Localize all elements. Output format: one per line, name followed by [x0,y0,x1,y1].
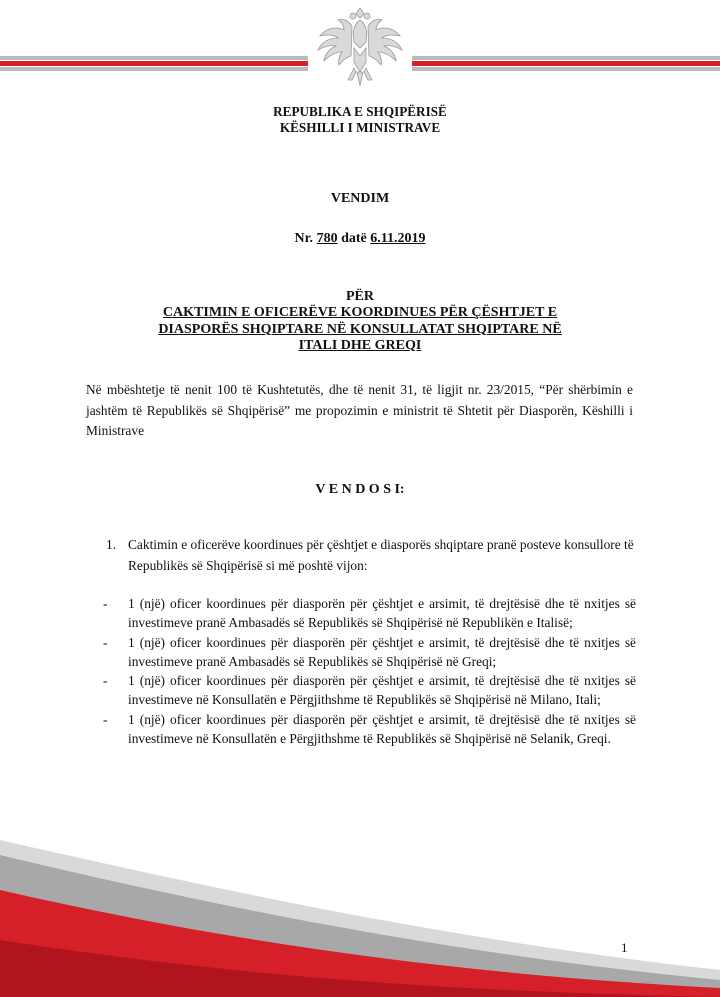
list-item [103,671,636,710]
list-item [103,594,636,633]
point-text: Caktimin e oficerëve koordinues për çështjet e diasporës shqiptare pranë posteve konsullore të Republikës së Shqipërisë si më poshtë vijon: [128,537,634,573]
subject-per: PËR [346,289,374,304]
list-item-text: 1 (një) oficer koordinues për diasporën për çështjet e arsimit, të drejtësisë dhe të nxitjes së investimeve në Konsullatën e Përgjithshme të Republikës së Shqipërisë në Milano, Itali; [128,673,636,708]
page-number: 1 [621,940,628,955]
decision-number: 780 [316,231,338,246]
dash-bullet: - [103,711,108,727]
bullet-list [103,594,636,748]
list-item [103,633,636,672]
decision-title [0,305,720,355]
nr-prefix: Nr. [294,231,314,246]
numbered-point [106,535,636,576]
title-line: CAKTIMIN E OFICERËVE KOORDINUES PËR ÇËSHTJET E [162,305,558,320]
double-headed-eagle-icon [308,2,412,94]
list-item-text: 1 (një) oficer koordinues për diasporën për çështjet e arsimit, të drejtësisë dhe të nxitjes së investimeve pranë Ambasadës së Republikës së Shqipërisë në Greqi; [128,634,636,669]
list-item [103,710,636,749]
preamble-paragraph: Në mbështetje të nenit 100 të Kushtetutës, dhe të nenit 31, të ligjit nr. 23/2015, “Për shërbimin e jashtëm të Republikës së Shqipërisë” me propozimin e ministrit të Shtetit për Diasporën, Këshilli i Ministrave [86,382,633,439]
point-number: 1. [106,537,117,552]
list-item-text: 1 (një) oficer koordinues për diasporën për çështjet e arsimit, të drejtësisë dhe të nxitjes së investimeve pranë Ambasadës së Republikës së Shqipërisë në Republikën e Italisë; [128,596,636,631]
issuer-block [0,104,720,136]
decides-heading: V E N D O S I: [315,482,405,497]
title-line: ITALI DHE GREQI [298,338,422,353]
footer-swoosh [0,820,720,997]
republic-name: REPUBLIKA E SHQIPËRISË [273,104,447,119]
decision-number-line [0,231,720,247]
dash-bullet: - [103,596,108,611]
date-label: datë [341,231,367,246]
dash-bullet: - [103,634,108,650]
title-line: DIASPORËS SHQIPTARE NË KONSULLATAT SHQIPTARE NË [158,321,562,337]
list-item-text: 1 (një) oficer koordinues për diasporën për çështjet e arsimit, të drejtësisë dhe të nxitjes së investimeve në Konsullatën e Përgjithshme të Republikës së Shqipërisë në Selanik, Greqi. [128,711,636,747]
decision-date: 6.11.2019 [370,231,426,246]
dash-bullet: - [103,673,108,689]
council-name: KËSHILLI I MINISTRAVE [279,120,441,135]
decision-heading: VENDIM [330,191,390,206]
